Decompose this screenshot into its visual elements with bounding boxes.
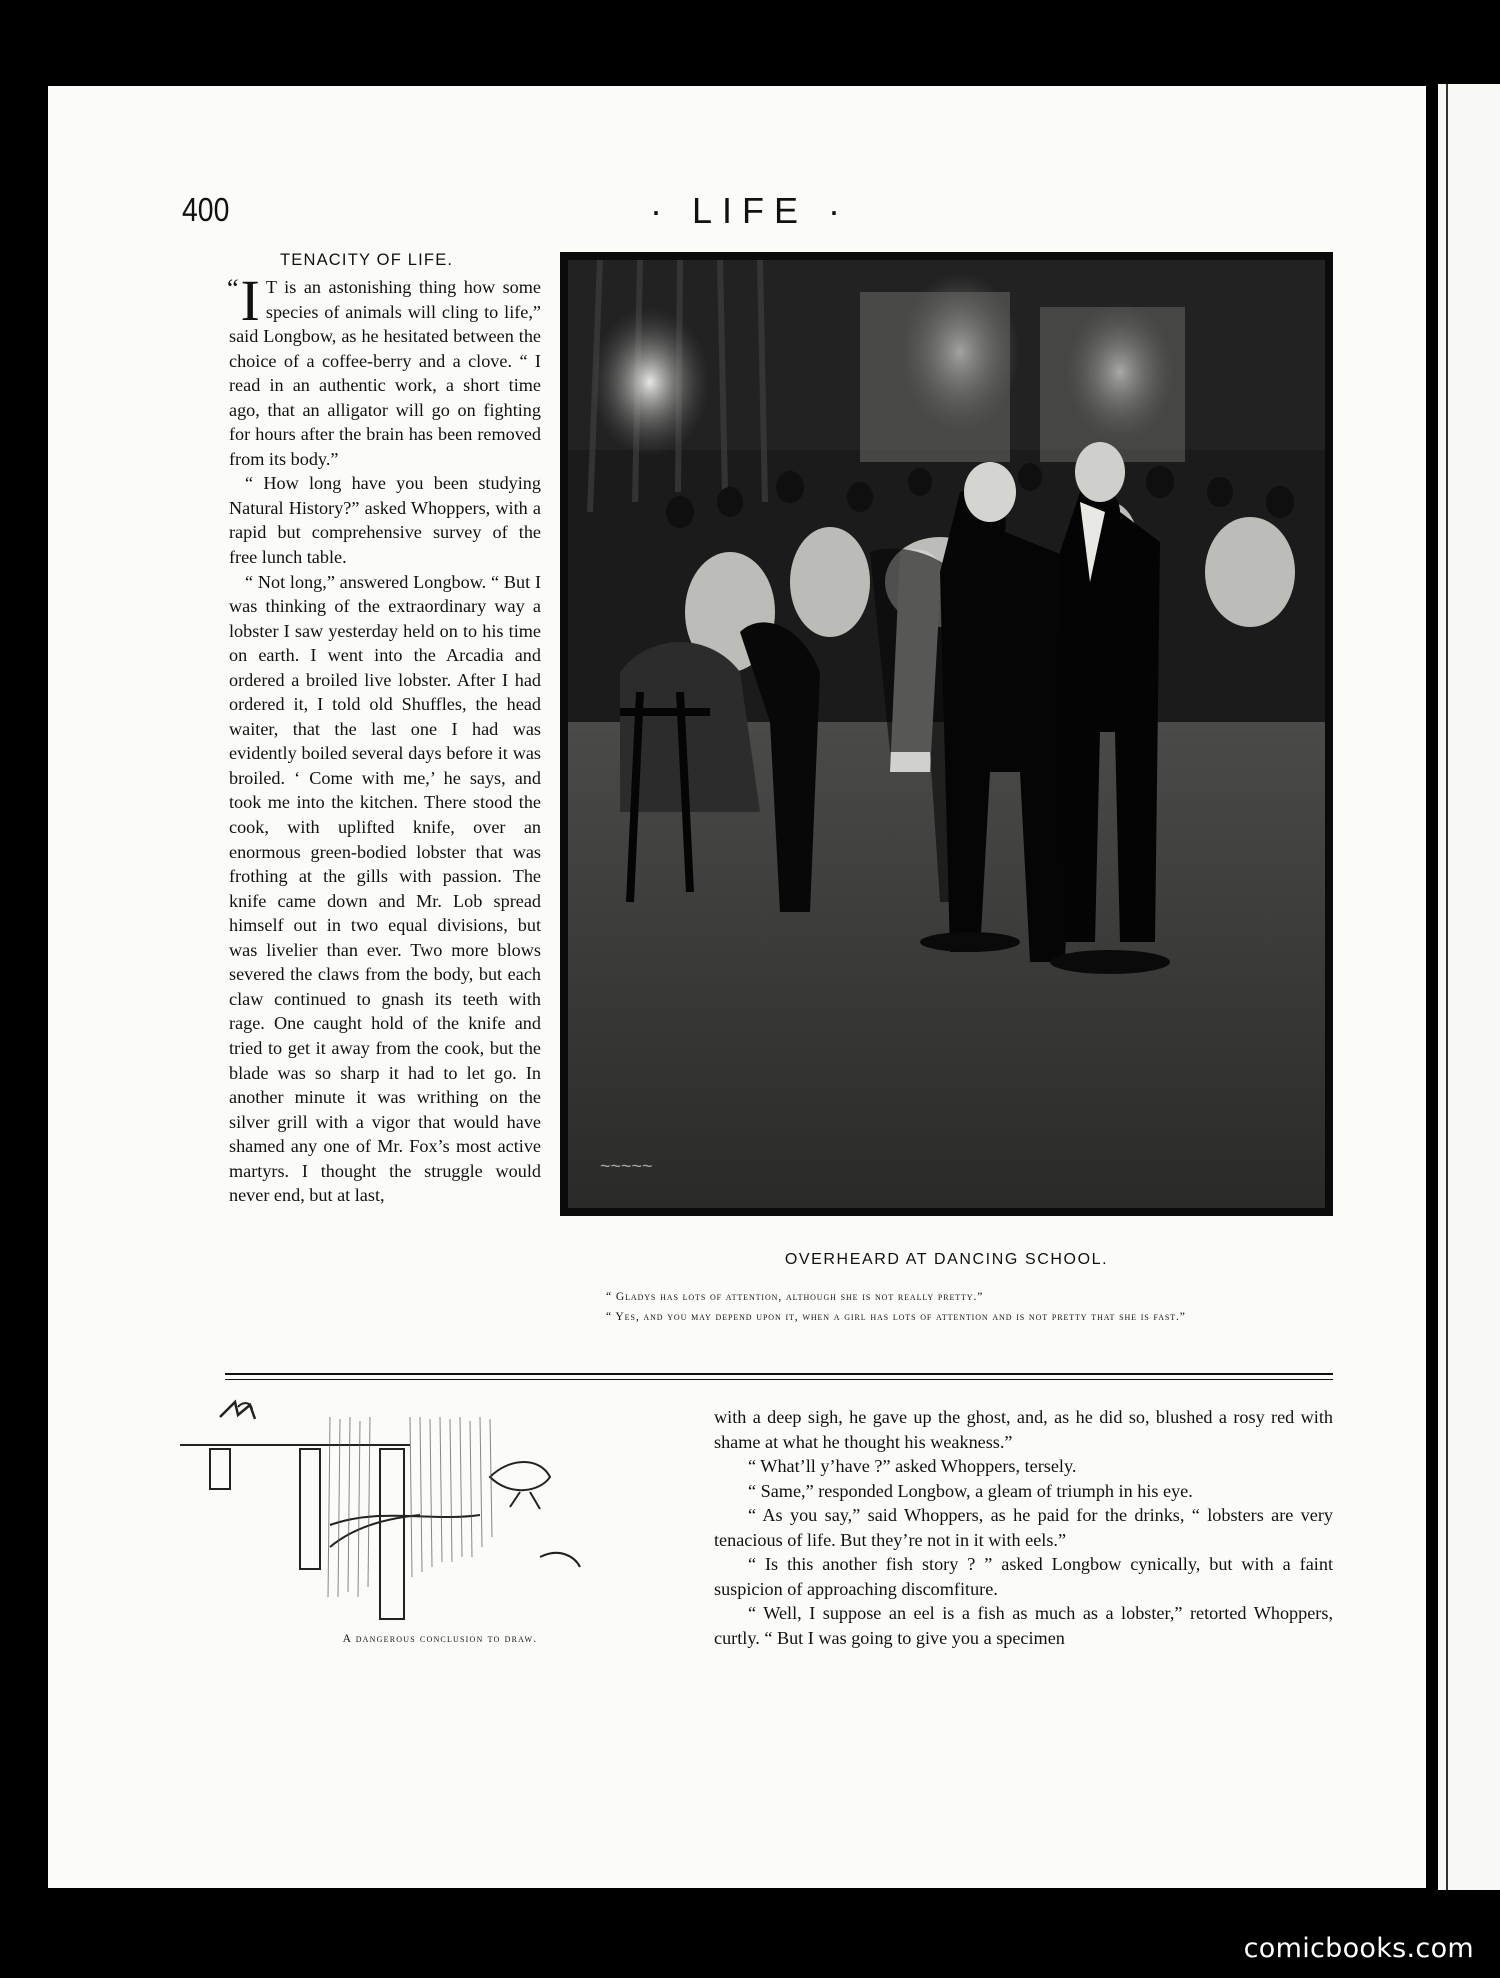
story-continued-column [714,1405,1333,1650]
story-paragraph: “I T is an astonishing thing how some species of animals will cling to life,” said Longbow, as he hesitated between the choice of a coffee-berry and a clove. “ I read in an authentic work, a short time ago, that an alligator will go on fighting for hours after the brain has been removed from its body.” [227,268,541,469]
story-paragraph: “ Not long,” answered Longbow. “ But I was thinking of the extraordinary way a lobster I saw yesterday held on to his time on earth. I went into the Arcadia and ordered a broiled live lobster. After I had ordered it, I told old Shuffles, the head waiter, that the last one I had was evidently boiled several days before it was broiled. ‘ Come with me,’ he says, and took me into the kitchen. There stood the cook, with uplifted knife, over an enormous green-bodied lobster that was frothing at the gills with passion. The knife came down and Mr. Lob spread himself out in two equal divisions, but was livelier than ever. Two more blows severed the claws from the body, but each claw continued to gnash its teeth with rage. One caught hold of the knife and tried to get it away from the cook, but the blade was so sharp it had to let go. In another minute it was writhing on the silver grill with a vigor that would have shamed any one of Mr. Fox’s most active martyrs. I thought the struggle would never end, but at last, [229,571,541,1206]
watermark: comicbooks.com [1243,1933,1474,1964]
bird-and-fence-drawing [180,1397,700,1627]
story-title: TENACITY OF LIFE. [280,251,454,269]
caption-line: “ Yes, and you may depend upon it, when a girl has lots of attention and is not pretty that she is fast.” [606,1310,1186,1323]
fence-sketch [180,1397,700,1627]
section-divider-thin [225,1379,1333,1380]
drop-cap: “I [227,268,260,333]
section-divider [225,1373,1333,1375]
story-paragraph: with a deep sigh, he gave up the ghost, and, as he did so, blushed a rosy red with shame at what he thought his weakness.” [714,1407,1333,1452]
story-paragraph: “ As you say,” said Whoppers, as he paid for the drinks, “ lobsters are very tenacious of life. But they’re not in it with eels.” [714,1505,1333,1550]
caption-line: “ Gladys has lots of attention, although she is not really pretty.” [606,1290,984,1303]
story-paragraph: “ How long have you been studying Natural History?” asked Whoppers, with a rapid but comprehensive survey of the free lunch table. [229,473,541,568]
story-body [227,268,541,1208]
illustration-title: OVERHEARD AT DANCING SCHOOL. [784,1251,1109,1268]
sketch-caption: A dangerous conclusion to draw. [342,1632,538,1645]
ballroom-drawing [560,252,1333,1216]
masthead: · LIFE · [650,190,851,231]
story-paragraph: “ Same,” responded Longbow, a gleam of triumph in his eye. [748,1480,1193,1501]
story-paragraph: “ Is this another fish story ? ” asked Longbow cynically, but with a faint suspicion of approaching discomfiture. [714,1554,1333,1599]
illustration-caption [572,1287,1332,1327]
story-paragraph: “ Well, I suppose an eel is a fish as much as a lobster,” retorted Whoppers, curtly. “ But I was going to give you a specimen [714,1603,1333,1648]
story-paragraph: “ What’ll y’have ?” asked Whoppers, tersely. [748,1456,1077,1477]
page-number: 400 [182,191,230,228]
artist-signature: ~~~~~ [600,1156,653,1176]
story-left-column [229,251,541,1208]
dancing-school-illustration [560,252,1333,1216]
page-gutter-line [1446,84,1448,1890]
